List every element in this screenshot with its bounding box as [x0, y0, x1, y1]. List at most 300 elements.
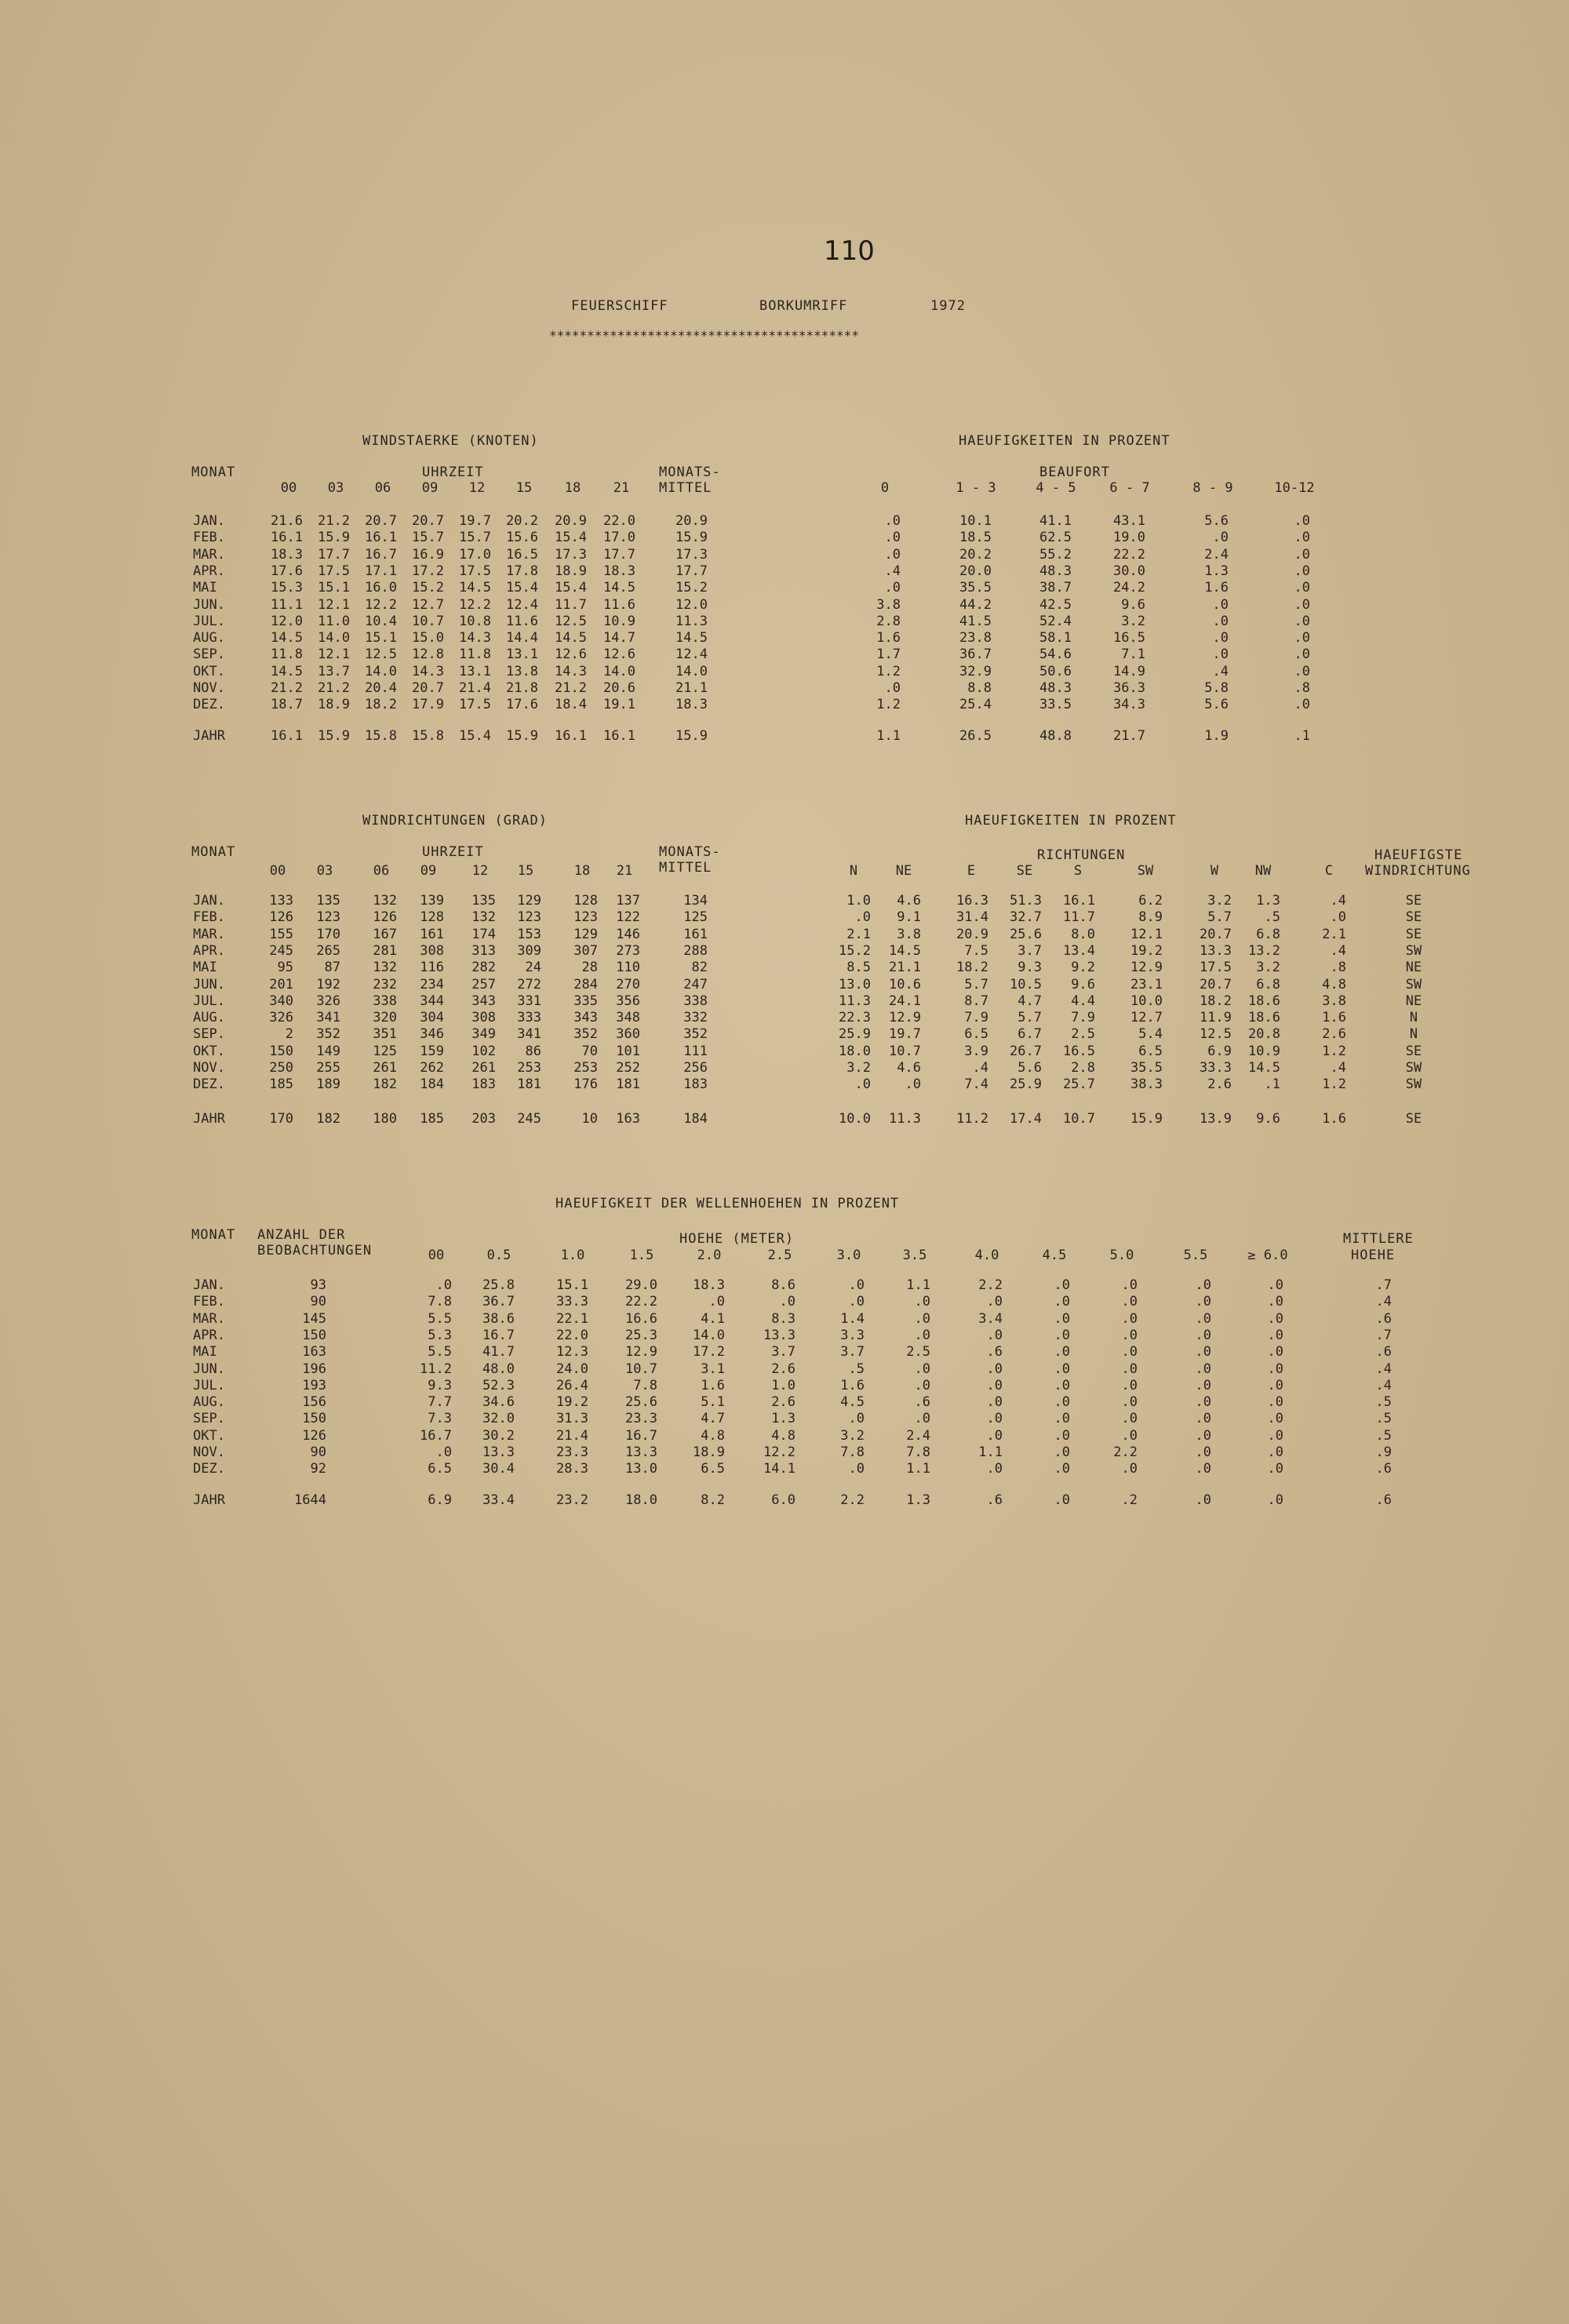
- table-cell: .0: [1267, 1310, 1283, 1327]
- table-cell: 256: [683, 1060, 708, 1076]
- table-cell: 21.2: [318, 513, 350, 529]
- table-cell: 3.2: [840, 1427, 865, 1444]
- table-cell: 1.6: [1322, 1010, 1346, 1026]
- table-cell: .0: [1195, 1361, 1211, 1377]
- table-cell: .0: [1121, 1411, 1138, 1427]
- table-cell: 2.6: [771, 1394, 795, 1411]
- table-cell: 1.1: [906, 1277, 930, 1293]
- table-cell: 3.2: [1121, 613, 1145, 629]
- table-cell: .0: [914, 1377, 930, 1393]
- table-cell: .0: [1054, 1277, 1070, 1293]
- table-cell: 12.0: [271, 613, 303, 629]
- table-cell: .0: [1054, 1327, 1070, 1343]
- table-cell: JUL.: [193, 613, 225, 629]
- table-cell: .0: [1121, 1461, 1138, 1477]
- table-cell: SE: [1405, 893, 1422, 909]
- table-cell: 174: [471, 926, 496, 942]
- wd-uhrzeit-label: UHRZEIT: [422, 844, 484, 860]
- table-cell: 14.7: [603, 630, 635, 647]
- table-cell: .6: [1375, 1310, 1392, 1327]
- table-cell: NOV.: [193, 1060, 225, 1076]
- table-cell: .0: [1294, 546, 1310, 563]
- table-cell: 22.2: [1113, 546, 1145, 563]
- table-cell: 351: [373, 1026, 397, 1043]
- table-cell: 132: [373, 893, 397, 909]
- table-cell: 14.3: [459, 630, 491, 647]
- table-cell: 16.5: [1113, 630, 1145, 647]
- table-cell: 5.4: [1138, 1026, 1163, 1043]
- table-cell: 2: [285, 1026, 293, 1043]
- table-cell: 23.3: [625, 1411, 657, 1427]
- year-summary-cell: 21.7: [1113, 728, 1145, 744]
- table-cell: 18.2: [365, 697, 397, 713]
- table-cell: APR.: [193, 1327, 225, 1343]
- table-cell: 1.7: [876, 647, 901, 663]
- table-cell: JUN.: [193, 976, 225, 993]
- year-summary-cell: 33.4: [482, 1492, 515, 1508]
- table-cell: .0: [1121, 1427, 1138, 1444]
- table-cell: 4.6: [897, 1060, 921, 1076]
- wave-height-header: 5.5: [1183, 1248, 1208, 1263]
- table-cell: 2.5: [1071, 1026, 1095, 1043]
- wv-mittlere-hoehe-label: HOEHE: [1351, 1248, 1396, 1263]
- table-cell: 12.8: [412, 647, 444, 663]
- table-cell: 9.6: [1121, 596, 1145, 613]
- wind-dir-freq-title: HAEUFIGKEITEN IN PROZENT: [965, 813, 1177, 829]
- direction-header: E: [967, 863, 976, 879]
- table-cell: 320: [373, 1010, 397, 1026]
- table-cell: 12.9: [625, 1344, 657, 1361]
- table-cell: 13.0: [625, 1461, 657, 1477]
- table-cell: AUG.: [193, 1394, 225, 1411]
- wave-height-header: 1.0: [560, 1248, 585, 1263]
- table-cell: 309: [517, 942, 541, 959]
- year-summary-cell: 13.9: [1200, 1111, 1232, 1127]
- table-cell: 9.3: [1017, 960, 1042, 976]
- table-cell: SW: [1405, 942, 1422, 959]
- year-summary-cell: .6: [1375, 1492, 1392, 1508]
- table-cell: AUG.: [193, 1010, 225, 1026]
- table-cell: 12.0: [675, 596, 708, 613]
- table-cell: .4: [972, 1060, 988, 1076]
- table-cell: 33.3: [556, 1294, 588, 1310]
- table-cell: 123: [517, 909, 541, 926]
- table-cell: .0: [1294, 530, 1310, 546]
- table-cell: 11.8: [271, 647, 303, 663]
- table-cell: MAI: [193, 960, 217, 976]
- table-cell: 14.5: [675, 630, 708, 647]
- table-cell: 26.4: [556, 1377, 588, 1393]
- table-cell: 128: [420, 909, 444, 926]
- table-cell: .0: [1121, 1394, 1138, 1411]
- table-cell: DEZ.: [193, 1076, 225, 1093]
- table-cell: .4: [1375, 1377, 1392, 1393]
- table-cell: 126: [373, 909, 397, 926]
- table-cell: 31.4: [956, 909, 988, 926]
- table-cell: .0: [1121, 1377, 1138, 1393]
- table-cell: 16.0: [365, 580, 397, 596]
- year-summary-cell: 16.1: [271, 728, 303, 744]
- table-cell: .0: [1267, 1411, 1283, 1427]
- table-cell: 15.4: [555, 580, 587, 596]
- table-cell: APR.: [193, 563, 225, 579]
- table-cell: 48.3: [1039, 563, 1072, 579]
- table-cell: 126: [302, 1427, 326, 1444]
- table-cell: 1.6: [876, 630, 901, 647]
- table-cell: 2.6: [771, 1361, 795, 1377]
- table-cell: 90: [310, 1444, 326, 1460]
- year-summary-cell: 16.1: [603, 728, 635, 744]
- table-cell: .0: [1054, 1361, 1070, 1377]
- table-cell: 32.0: [482, 1411, 515, 1427]
- table-cell: 341: [316, 1010, 340, 1026]
- table-cell: .0: [884, 530, 901, 546]
- table-cell: 15.2: [412, 580, 444, 596]
- table-cell: 356: [616, 993, 640, 1009]
- table-cell: 35.5: [1130, 1060, 1163, 1076]
- table-cell: 17.1: [365, 563, 397, 579]
- table-cell: 3.3: [840, 1327, 865, 1343]
- table-cell: 20.4: [365, 680, 397, 696]
- waves-title: HAEUFIGKEIT DER WELLENHOEHEN IN PROZENT: [555, 1196, 900, 1211]
- table-cell: 16.9: [412, 546, 444, 563]
- table-cell: 13.2: [1248, 942, 1280, 959]
- table-cell: 58.1: [1039, 630, 1072, 647]
- table-cell: 343: [573, 1010, 598, 1026]
- table-cell: 9.3: [428, 1377, 452, 1393]
- table-cell: 22.1: [556, 1310, 588, 1327]
- table-cell: 6.9: [1207, 1043, 1232, 1059]
- table-cell: 35.5: [959, 580, 992, 596]
- table-cell: JAN.: [193, 893, 225, 909]
- table-cell: 22.0: [556, 1327, 588, 1343]
- table-cell: .0: [1212, 630, 1229, 647]
- table-cell: 15.4: [506, 580, 538, 596]
- ws-uhrzeit-label: UHRZEIT: [422, 464, 484, 480]
- year-summary-cell: 18.0: [625, 1492, 657, 1508]
- year-summary-cell: 11.2: [956, 1111, 988, 1127]
- table-cell: 3.7: [1017, 942, 1042, 959]
- table-cell: 15.6: [506, 530, 538, 546]
- table-cell: 16.6: [625, 1310, 657, 1327]
- beaufort-header: 4 - 5: [1036, 480, 1076, 496]
- table-cell: 253: [573, 1060, 598, 1076]
- table-cell: 5.6: [1204, 697, 1229, 713]
- year-summary-cell: SE: [1405, 1111, 1422, 1127]
- table-cell: 19.0: [1113, 530, 1145, 546]
- table-cell: 18.9: [318, 697, 350, 713]
- table-cell: .0: [1195, 1411, 1211, 1427]
- year-summary-cell: .6: [986, 1492, 1003, 1508]
- year-summary-cell: .1: [1294, 728, 1310, 744]
- table-cell: 10.7: [625, 1361, 657, 1377]
- table-cell: 261: [471, 1060, 496, 1076]
- table-cell: FEB.: [193, 530, 225, 546]
- table-cell: 4.7: [701, 1411, 725, 1427]
- table-cell: 6.7: [1017, 1026, 1042, 1043]
- table-cell: 181: [616, 1076, 640, 1093]
- table-cell: 18.3: [693, 1277, 725, 1293]
- hour-header: 03: [327, 480, 344, 496]
- table-cell: 185: [269, 1076, 293, 1093]
- table-cell: 31.3: [556, 1411, 588, 1427]
- wave-height-header: ≥ 6.0: [1247, 1248, 1288, 1263]
- hour-header: 00: [280, 480, 297, 496]
- table-cell: .6: [1375, 1461, 1392, 1477]
- table-cell: 14.0: [365, 663, 397, 679]
- year-summary-cell: 23.2: [556, 1492, 588, 1508]
- year-summary-cell: 17.4: [1010, 1111, 1042, 1127]
- table-cell: 10.5: [1010, 976, 1042, 993]
- location-label: BORKUMRIFF: [759, 298, 848, 314]
- table-cell: 20.6: [603, 680, 635, 696]
- table-cell: .0: [914, 1310, 930, 1327]
- table-cell: 28.3: [556, 1461, 588, 1477]
- table-cell: NE: [1405, 993, 1422, 1009]
- table-cell: 110: [616, 960, 640, 976]
- year-summary-cell: 10.7: [1063, 1111, 1095, 1127]
- table-cell: 12.5: [365, 647, 397, 663]
- table-cell: .0: [1267, 1361, 1283, 1377]
- hour-header: 21: [616, 863, 633, 879]
- table-cell: 25.6: [1010, 926, 1042, 942]
- table-cell: 2.2: [1113, 1444, 1138, 1460]
- year-summary-cell: 48.8: [1039, 728, 1072, 744]
- table-cell: 25.8: [482, 1277, 515, 1293]
- table-cell: 8.5: [846, 960, 871, 976]
- table-cell: 344: [420, 993, 444, 1009]
- table-cell: 326: [316, 993, 340, 1009]
- table-cell: 252: [616, 1060, 640, 1076]
- table-cell: 20.8: [1248, 1026, 1280, 1043]
- table-cell: 150: [302, 1411, 326, 1427]
- table-cell: 3.8: [1322, 993, 1346, 1009]
- year-summary-cell: 1.6: [1322, 1111, 1346, 1127]
- table-cell: 3.7: [840, 1344, 865, 1361]
- table-cell: 62.5: [1039, 530, 1072, 546]
- table-cell: 48.0: [482, 1361, 515, 1377]
- table-cell: JAN.: [193, 1277, 225, 1293]
- table-cell: 335: [573, 993, 598, 1009]
- table-cell: .0: [1267, 1327, 1283, 1343]
- table-cell: .0: [1294, 513, 1310, 529]
- wind-speed-freq-title: HAEUFIGKEITEN IN PROZENT: [959, 433, 1170, 449]
- table-cell: 3.4: [978, 1310, 1003, 1327]
- table-cell: 16.1: [271, 530, 303, 546]
- year-summary-cell: 6.0: [771, 1492, 795, 1508]
- table-cell: 25.7: [1063, 1076, 1095, 1093]
- table-cell: 14.5: [603, 580, 635, 596]
- table-cell: .0: [1294, 663, 1310, 679]
- table-cell: .6: [914, 1394, 930, 1411]
- table-cell: 15.4: [555, 530, 587, 546]
- hour-header: 06: [373, 863, 390, 879]
- table-cell: 1.3: [1256, 893, 1280, 909]
- table-cell: 30.0: [1113, 563, 1145, 579]
- table-cell: 3.8: [897, 926, 921, 942]
- table-cell: 22.3: [839, 1010, 871, 1026]
- table-cell: 13.4: [1063, 942, 1095, 959]
- year-summary-cell: 245: [517, 1111, 541, 1127]
- wv-mittlere-label: MITTLERE: [1343, 1231, 1414, 1247]
- table-cell: 18.0: [839, 1043, 871, 1059]
- table-cell: .0: [1294, 697, 1310, 713]
- table-cell: 11.9: [1200, 1010, 1232, 1026]
- table-cell: 2.2: [978, 1277, 1003, 1293]
- year-summary-cell: 9.6: [1256, 1111, 1280, 1127]
- table-cell: 133: [269, 893, 293, 909]
- table-cell: .0: [914, 1361, 930, 1377]
- table-cell: 36.3: [1113, 680, 1145, 696]
- hour-header: 09: [420, 863, 437, 879]
- table-cell: 17.3: [675, 546, 708, 563]
- table-cell: 2.1: [1322, 926, 1346, 942]
- wd-richtungen-label: RICHTUNGEN: [1037, 847, 1126, 863]
- table-cell: .6: [986, 1344, 1003, 1361]
- year-summary-cell: 184: [683, 1111, 708, 1127]
- table-cell: 34.3: [1113, 697, 1145, 713]
- beaufort-header: 10-12: [1274, 480, 1315, 496]
- station-label: FEUERSCHIFF: [571, 298, 668, 314]
- table-cell: 4.1: [701, 1310, 725, 1327]
- page-number: 110: [824, 235, 875, 267]
- table-cell: 23.3: [556, 1444, 588, 1460]
- table-cell: 101: [616, 1043, 640, 1059]
- table-cell: 21.4: [556, 1427, 588, 1444]
- table-cell: 36.7: [482, 1294, 515, 1310]
- table-cell: 20.7: [1200, 976, 1232, 993]
- wave-height-header: 4.0: [974, 1248, 999, 1263]
- table-cell: 3.2: [846, 1060, 871, 1076]
- table-cell: 326: [269, 1010, 293, 1026]
- table-cell: 12.7: [1130, 1010, 1163, 1026]
- beaufort-header: 0: [880, 480, 890, 496]
- table-cell: 6.8: [1256, 926, 1280, 942]
- table-cell: 17.6: [506, 697, 538, 713]
- table-cell: 153: [517, 926, 541, 942]
- table-cell: 10.7: [412, 613, 444, 629]
- table-cell: 13.3: [482, 1444, 515, 1460]
- table-cell: 3.2: [1256, 960, 1280, 976]
- table-cell: 16.7: [482, 1327, 515, 1343]
- table-cell: 18.9: [555, 563, 587, 579]
- table-cell: 129: [517, 893, 541, 909]
- table-cell: 20.7: [412, 513, 444, 529]
- year-summary-cell: 15.9: [506, 728, 538, 744]
- beaufort-header: 6 - 7: [1109, 480, 1150, 496]
- table-cell: 90: [310, 1294, 326, 1310]
- direction-header: S: [1073, 863, 1083, 879]
- year-summary-cell: 15.4: [459, 728, 491, 744]
- table-cell: 346: [420, 1026, 444, 1043]
- table-cell: .0: [884, 580, 901, 596]
- table-cell: 22.0: [603, 513, 635, 529]
- table-cell: .0: [1294, 563, 1310, 579]
- table-cell: 1.2: [876, 697, 901, 713]
- table-cell: 288: [683, 942, 708, 959]
- table-cell: 150: [302, 1327, 326, 1343]
- table-cell: 5.6: [1017, 1060, 1042, 1076]
- table-cell: 1.2: [876, 663, 901, 679]
- table-cell: 41.7: [482, 1344, 515, 1361]
- table-cell: 340: [269, 993, 293, 1009]
- year-summary-cell: 15.9: [675, 728, 708, 744]
- table-cell: 167: [373, 926, 397, 942]
- table-cell: NE: [1405, 960, 1422, 976]
- table-cell: 7.8: [840, 1444, 865, 1460]
- year-summary-cell: .0: [1054, 1492, 1070, 1508]
- table-cell: 21.8: [506, 680, 538, 696]
- table-cell: 284: [573, 976, 598, 993]
- table-cell: 15.9: [318, 530, 350, 546]
- table-cell: 234: [420, 976, 444, 993]
- table-cell: 25.9: [1010, 1076, 1042, 1093]
- year-label: 1972: [930, 298, 966, 314]
- table-cell: 2.4: [906, 1427, 930, 1444]
- table-cell: 255: [316, 1060, 340, 1076]
- table-cell: 12.1: [318, 647, 350, 663]
- table-cell: 55.2: [1039, 546, 1072, 563]
- table-cell: 9.1: [897, 909, 921, 926]
- table-cell: 1.6: [1204, 580, 1229, 596]
- table-cell: 7.5: [964, 942, 988, 959]
- table-cell: JAN.: [193, 513, 225, 529]
- table-cell: 19.7: [889, 1026, 921, 1043]
- table-cell: .4: [884, 563, 901, 579]
- hour-header: 18: [564, 480, 581, 496]
- table-cell: 1.3: [771, 1411, 795, 1427]
- table-cell: 28: [581, 960, 598, 976]
- hour-header: 09: [421, 480, 439, 496]
- table-cell: 247: [683, 976, 708, 993]
- table-cell: 6.5: [964, 1026, 988, 1043]
- table-cell: FEB.: [193, 1294, 225, 1310]
- table-cell: 7.1: [1121, 647, 1145, 663]
- table-cell: 257: [471, 976, 496, 993]
- year-summary-cell: 15.8: [412, 728, 444, 744]
- table-cell: .0: [986, 1327, 1003, 1343]
- table-cell: 17.7: [318, 546, 350, 563]
- table-cell: .0: [986, 1394, 1003, 1411]
- direction-header: W: [1210, 863, 1219, 879]
- table-cell: .0: [435, 1444, 452, 1460]
- year-summary-cell: .0: [1267, 1492, 1283, 1508]
- wave-height-header: 0.5: [486, 1248, 511, 1263]
- year-summary-cell: 15.9: [318, 728, 350, 744]
- wave-height-header: 3.0: [836, 1248, 861, 1263]
- table-cell: 282: [471, 960, 496, 976]
- table-cell: 155: [269, 926, 293, 942]
- table-cell: 87: [324, 960, 340, 976]
- year-summary-cell: .0: [1195, 1492, 1211, 1508]
- table-cell: 20.9: [675, 513, 708, 529]
- table-cell: OKT.: [193, 663, 225, 679]
- table-cell: 2.8: [876, 613, 901, 629]
- table-cell: 1.1: [906, 1461, 930, 1477]
- table-cell: .0: [1294, 596, 1310, 613]
- table-cell: 86: [525, 1043, 541, 1059]
- table-cell: 5.8: [1204, 680, 1229, 696]
- table-cell: 11.1: [271, 596, 303, 613]
- table-cell: OKT.: [193, 1427, 225, 1444]
- table-cell: MAI: [193, 580, 217, 596]
- wave-height-header: 2.0: [697, 1248, 722, 1263]
- table-cell: 7.9: [964, 1010, 988, 1026]
- table-cell: .0: [914, 1294, 930, 1310]
- table-cell: .4: [1375, 1294, 1392, 1310]
- table-cell: 12.5: [1200, 1026, 1232, 1043]
- table-cell: 21.1: [675, 680, 708, 696]
